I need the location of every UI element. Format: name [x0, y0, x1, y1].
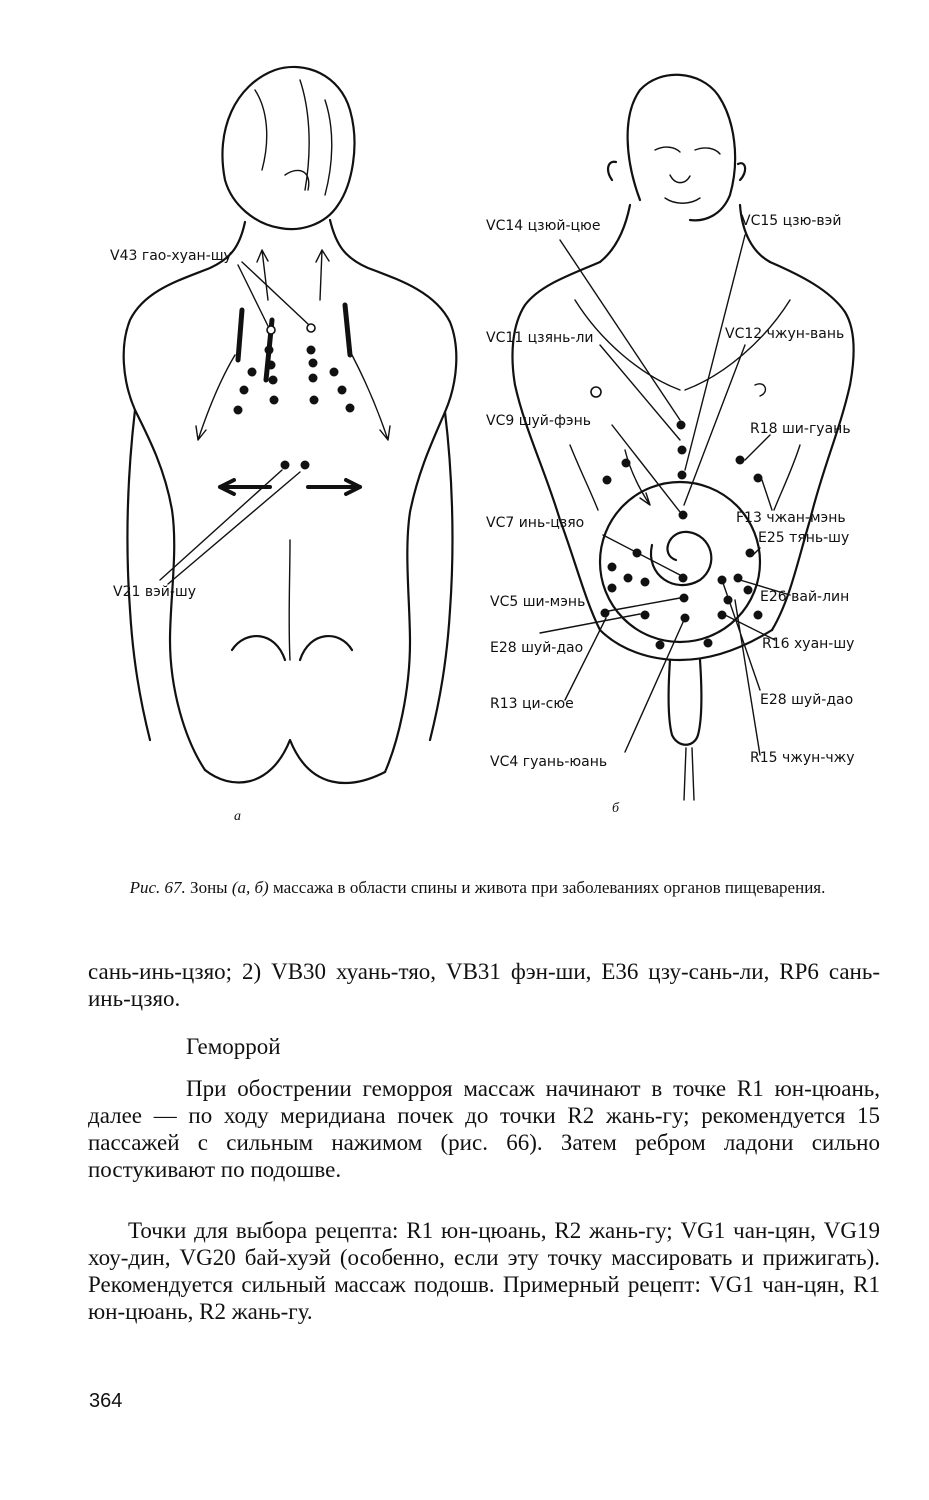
caption-ab: (а, б) — [231, 878, 269, 897]
panel-b-sublabel: б — [612, 801, 620, 816]
caption-zones: Зоны — [190, 878, 228, 897]
paragraph-1: При обострении геморроя массаж начинают в точке R1 юн-цюань, далее — по ходу меридиана почек до точки R2 жань-гу; рекомендуется 15 пассажей с сильным нажимом (рис. 66). Затем ребром ладони сильно постукивают по подошве. — [88, 1076, 880, 1182]
label-e26: E26 вай-лин — [760, 589, 850, 605]
label-v21: V21 вэй-шу — [113, 584, 197, 600]
label-vc7: VC7 инь-цзяо — [486, 515, 585, 531]
label-r13: R13 ци-сюе — [490, 696, 574, 712]
panel-a-sublabel: а — [234, 809, 241, 824]
label-vc4: VC4 гуань-юань — [490, 754, 608, 770]
label-vc11: VC11 цзянь-ли — [486, 330, 594, 346]
label-vc15: VC15 цзю-вэй — [741, 213, 842, 229]
page-number: 364 — [89, 1390, 123, 1412]
label-r18: R18 ши-гуань — [750, 421, 851, 437]
caption-prefix: Рис. 67. — [129, 878, 186, 897]
continuation-paragraph: сань-инь-цзяо; 2) VB30 хуань-тяо, VB31 фэн-ши, E36 цзу-сань-ли, RP6 сань-инь-цзяо. — [88, 959, 880, 1011]
label-vc14: VC14 цзюй-цюе — [486, 218, 601, 234]
label-vc12: VC12 чжун-вань — [725, 326, 845, 342]
paragraph-2: Точки для выбора рецепта: R1 юн-цюань, R2 жань-гу; VG1 чан-цян, VG19 хоу-дин, VG20 бай-хуэй (особенно, если эту точку массировать и прижигать). Рекомендуется сильный массаж подошв. Примерный рецепт: VG1 чан-цян, R1 юн-цюань, R2 жань-гу. — [88, 1218, 880, 1324]
label-f13: F13 чжан-мэнь — [736, 510, 846, 526]
caption-rest: массажа в области спины и живота при заболеваниях органов пищеварения. — [272, 878, 826, 897]
label-e28-right: E28 шуй-дао — [760, 692, 854, 708]
label-vc5: VC5 ши-мэнь — [490, 594, 586, 610]
panel-a-back-drawing — [124, 67, 457, 783]
label-e28-left: E28 шуй-дао — [490, 640, 584, 656]
section-heading: Геморрой — [186, 1034, 281, 1059]
label-e25: E25 тянь-шу — [758, 530, 850, 546]
label-v43: V43 гао-хуан-шу — [110, 248, 232, 264]
figure-caption — [80, 876, 875, 900]
label-vc9: VC9 шуй-фэнь — [486, 413, 592, 429]
label-r16: R16 хуан-шу — [762, 636, 855, 652]
label-r15: R15 чжун-чжу — [750, 750, 855, 766]
